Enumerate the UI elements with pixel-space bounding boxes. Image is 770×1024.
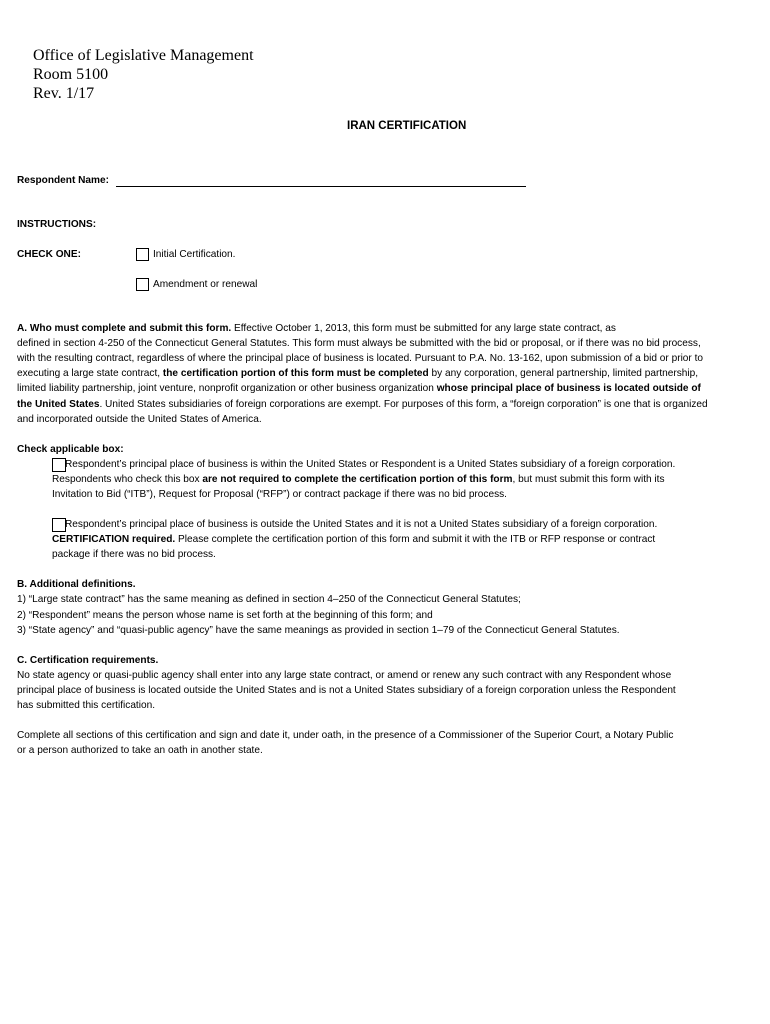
outside-us-line-3: package if there was no bid process. (52, 549, 216, 560)
within-us-text: , but must submit this form with its (512, 474, 665, 485)
check-one-label: CHECK ONE: (17, 249, 81, 260)
definition-item: 1) “Large state contract” has the same meaning as defined in section 4–250 of the Connecticut General Statutes; (17, 594, 521, 605)
amendment-renewal-label: Amendment or renewal (153, 279, 258, 290)
section-b-heading: B. Additional definitions. (17, 579, 136, 590)
applicable-box-label: Check applicable box: (17, 444, 124, 455)
section-a-heading: A. Who must complete and submit this form. (17, 323, 232, 334)
outside-us-text: Please complete the certification portion of this form and submit it with the ITB or RFP response or contract (175, 534, 656, 545)
initial-certification-checkbox[interactable] (136, 248, 149, 261)
section-a-line-2: defined in section 4-250 of the Connecticut General Statutes. This form must always be submitted with the bid or proposal, or if there was no bid process, (17, 338, 701, 349)
section-a-line-3: with the resulting contract, regardless of where the principal place of business is located. Pursuant to P.A. No. 13-162, upon submission of a bid or prior to (17, 353, 704, 364)
section-a-text: . United States subsidiaries of foreign corporations are exempt. For purposes of this form, a “foreign corporation” is one that is organized (99, 399, 708, 410)
within-us-checkbox[interactable] (52, 458, 66, 472)
section-a-emphasis: whose principal place of business is located outside of (436, 383, 701, 394)
within-us-text: Respondents who check this box (52, 474, 203, 485)
section-c-line: principal place of business is located outside the United States and is not a United States subsidiary of a foreign corporation unless the Respondent (17, 685, 676, 696)
section-a-text: limited liability partnership, joint venture, nonprofit organization or other business organization (17, 383, 437, 394)
section-c-heading: C. Certification requirements. (17, 655, 159, 666)
section-a-emphasis: the United States (17, 399, 100, 410)
page-title: IRAN CERTIFICATION (347, 120, 467, 132)
outside-us-line-2 (52, 534, 655, 545)
certification-required-label: CERTIFICATION required. (52, 534, 176, 545)
within-us-line-3: Invitation to Bid (“ITB”), Request for Proposal (“RFP”) or contract package if there was no bid process. (52, 489, 507, 500)
respondent-label: Respondent Name: (17, 175, 109, 186)
instructions-label: INSTRUCTIONS: (17, 219, 97, 230)
amendment-renewal-checkbox[interactable] (136, 278, 149, 291)
within-us-line-2 (52, 474, 665, 485)
office-name: Office of Legislative Management (33, 47, 254, 64)
initial-certification-label: Initial Certification. (153, 249, 236, 260)
section-a-text: by any corporation, general partnership, limited partnership, (428, 368, 699, 379)
section-c-line: No state agency or quasi-public agency shall enter into any large state contract, or amend or renew any such contract with any Respondent whose (17, 670, 672, 681)
section-a-line-5 (17, 383, 701, 394)
closing-line: Complete all sections of this certification and sign and date it, under oath, in the presence of a Commissioner of the Superior Court, a Notary Public (17, 730, 674, 741)
respondent-name-field[interactable] (116, 186, 526, 187)
definition-item: 2) “Respondent” means the person whose name is set forth at the beginning of this form; and (17, 610, 433, 621)
within-us-line-1: Respondent’s principal place of business is within the United States or Respondent is a United States subsidiary of a foreign corporation. (65, 459, 676, 470)
closing-line: or a person authorized to take an oath in another state. (17, 745, 263, 756)
section-a-line-7: and incorporated outside the United States of America. (17, 414, 262, 425)
section-c-line: has submitted this certification. (17, 700, 156, 711)
outside-us-line-1: Respondent’s principal place of business is outside the United States and it is not a United States subsidiary of a foreign corporation. (65, 519, 658, 530)
section-a-emphasis: the certification portion of this form must be completed (162, 368, 429, 379)
section-a-line-6 (17, 399, 708, 410)
section-a-line-1 (17, 323, 616, 334)
within-us-emphasis: are not required to complete the certification portion of this form (202, 474, 513, 485)
section-a-text: executing a large state contract, (17, 368, 163, 379)
outside-us-checkbox[interactable] (52, 518, 66, 532)
section-a-line-4 (17, 368, 698, 379)
section-a-text: Effective October 1, 2013, this form must be submitted for any large state contract, as (231, 323, 616, 334)
office-room: Room 5100 (33, 66, 109, 83)
revision-label: Rev. 1/17 (33, 85, 95, 102)
definition-item: 3) “State agency” and “quasi-public agency” have the same meanings as provided in section 1–79 of the Connecticut General Statutes. (17, 625, 620, 636)
